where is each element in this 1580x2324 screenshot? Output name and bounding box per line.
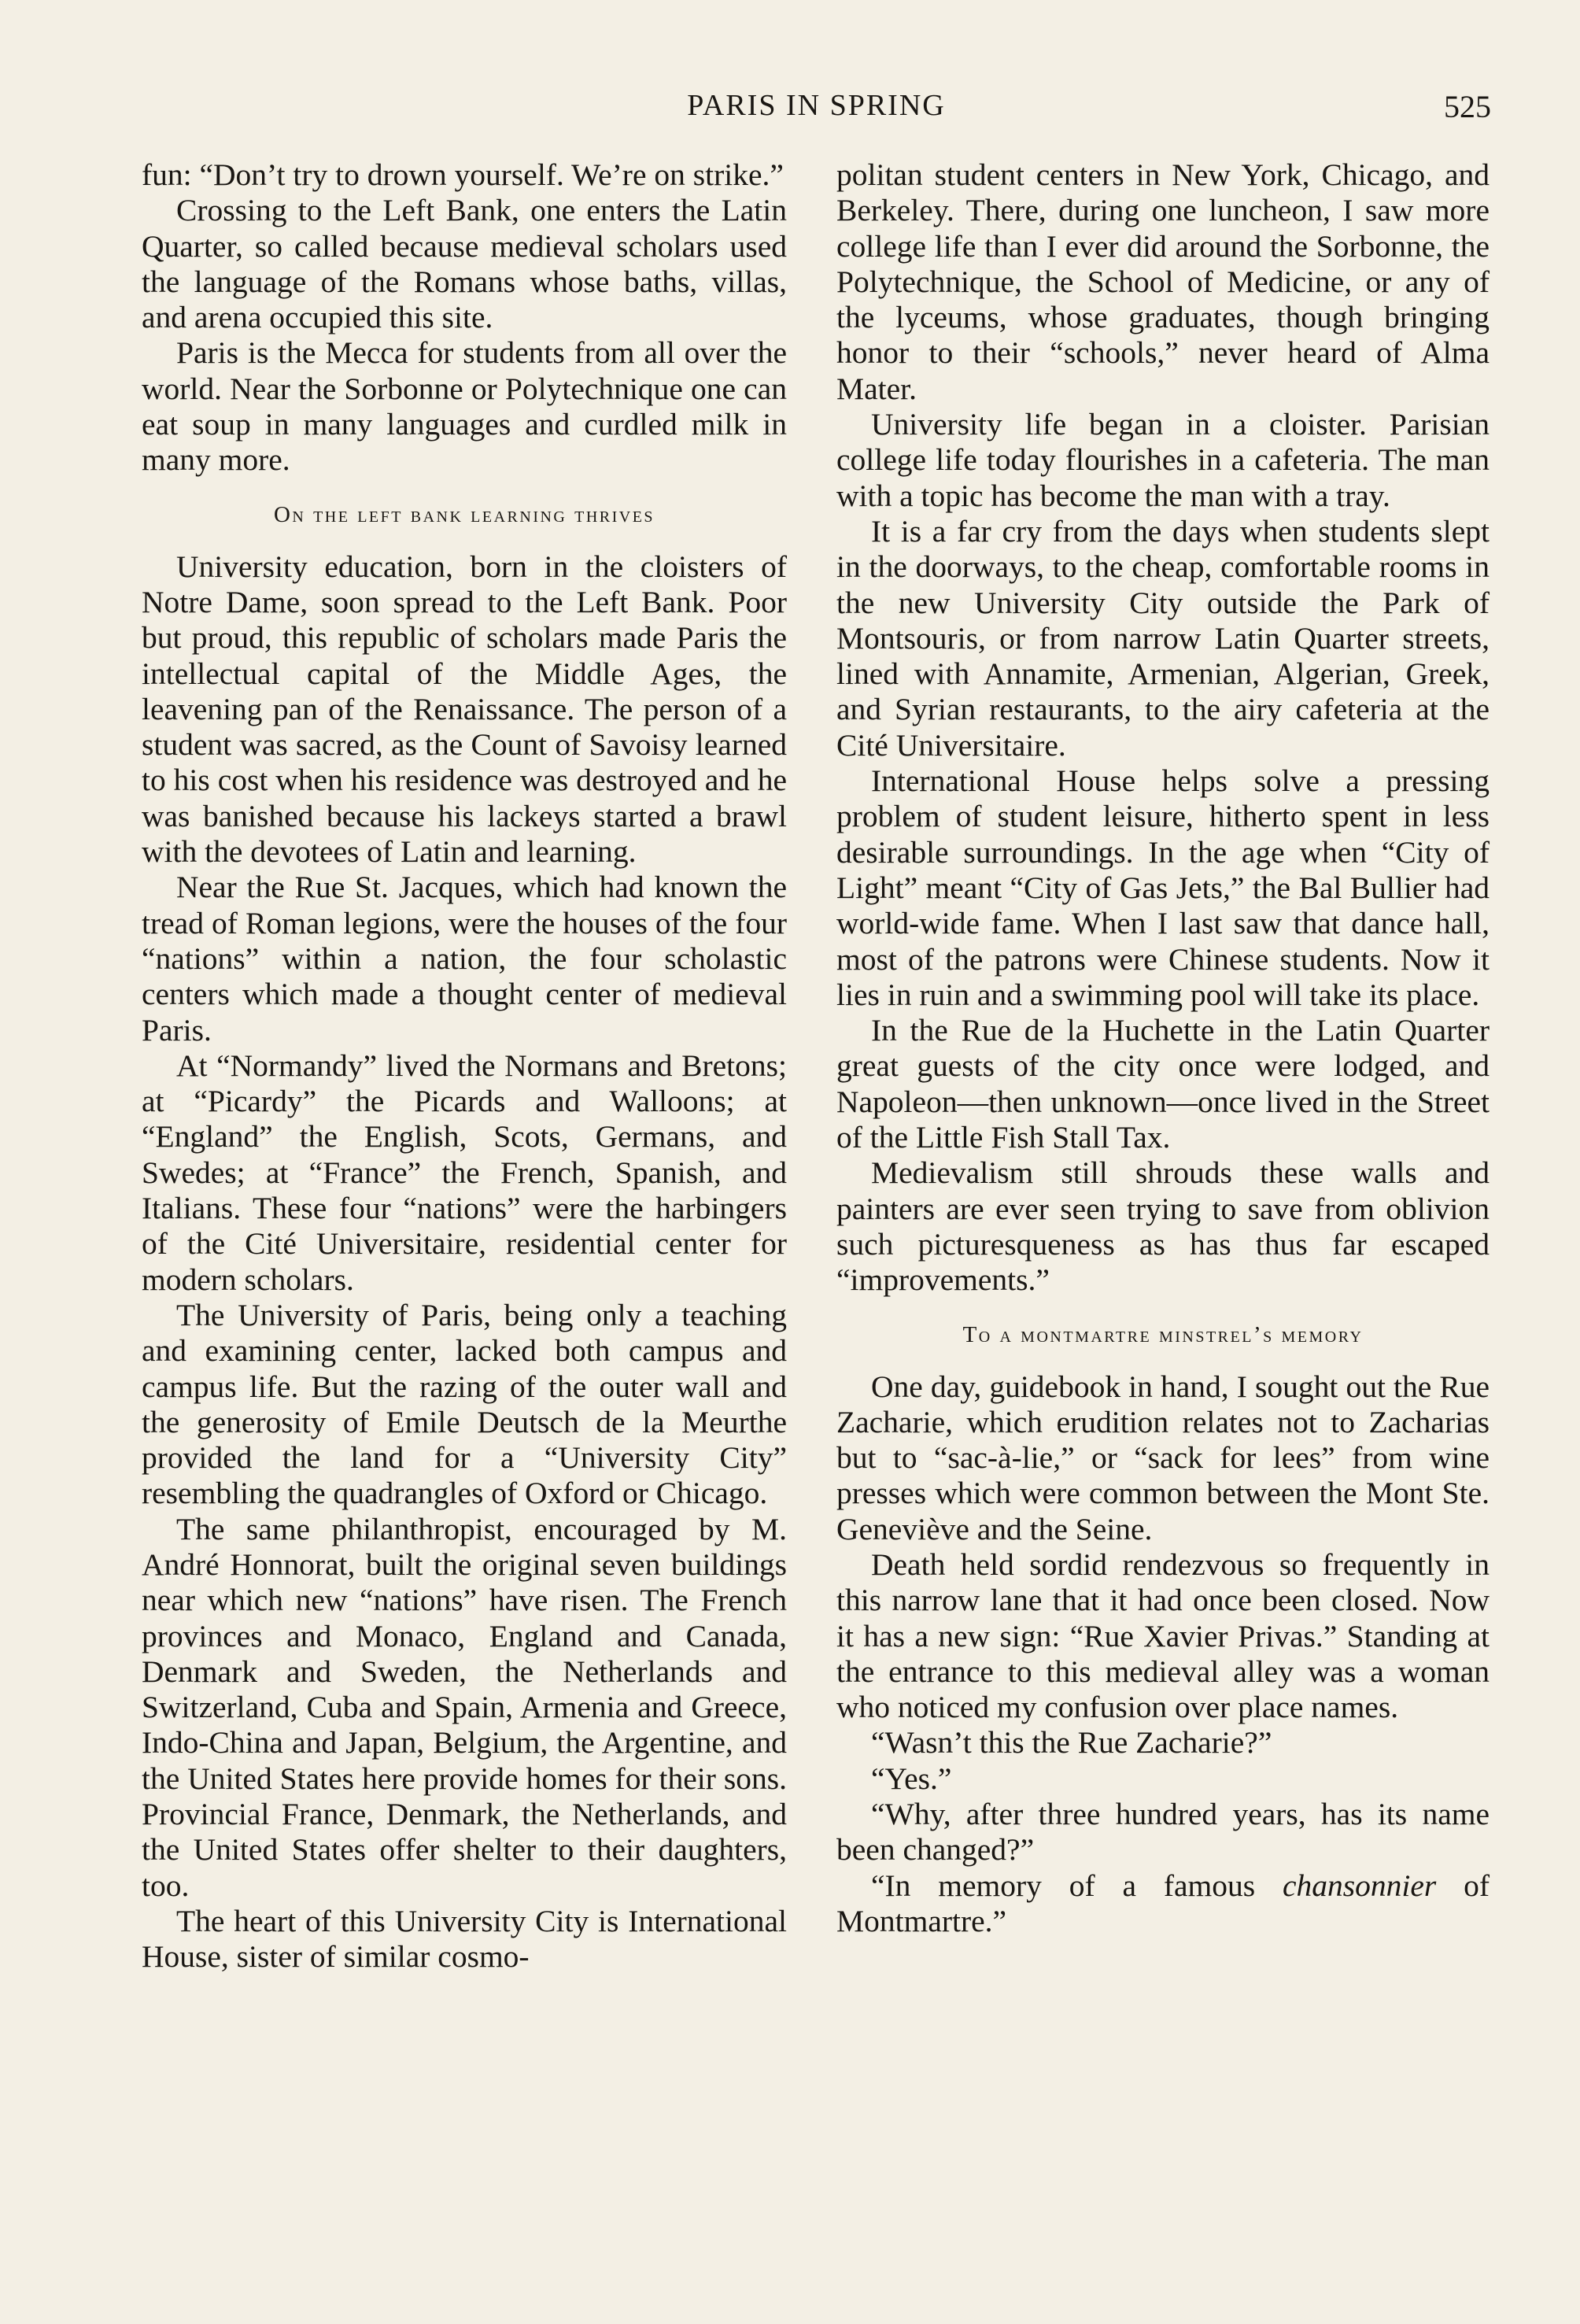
running-head: PARIS IN SPRING	[687, 89, 946, 122]
paragraph: Medievalism still shrouds these walls and painters are ever seen trying to save from oblivion such picturesqueness as has thus far escaped “improvements.”	[836, 1155, 1490, 1298]
left-column	[142, 157, 787, 1975]
paragraph: In the Rue de la Huchette in the Latin Quarter great guests of the city once were lodged, and Napoleon—then unknown—once lived in the Street of the Little Fish Stall Tax.	[836, 1013, 1490, 1155]
section-heading: On the left bank learning thrives	[273, 501, 655, 527]
paragraph: University education, born in the cloisters of Notre Dame, soon spread to the Left Bank. Poor but proud, this republic of scholars made Paris the intellectual capital of the Middle Ages, the leavening pan of the Renaissance. The person of a student was sacred, as the Count of Savoisy learned to his cost when his residence was destroyed and he was banished because his lackeys started a brawl with the devotees of Latin and learning.	[142, 549, 787, 870]
paragraph: Paris is the Mecca for students from all over the world. Near the Sorbonne or Polytechnique one can eat soup in many languages and curdled milk in many more.	[142, 335, 787, 478]
paragraph: Crossing to the Left Bank, one enters the Latin Quarter, so called because medieval scholars used the language of the Romans whose baths, villas, and arena occupied this site.	[142, 193, 787, 335]
paragraph: Near the Rue St. Jacques, which had known the tread of Roman legions, were the houses of the four “nations” within a nation, the four scholastic centers which made a thought center of medieval Paris.	[142, 870, 787, 1047]
paragraph: University life began in a cloister. Parisian college life today flourishes in a cafeteria. The man with a topic has become the man with a tray.	[836, 407, 1490, 513]
paragraph: politan student centers in New York, Chicago, and Berkeley. There, during one luncheon, I saw more college life than I ever did around the Sorbonne, the Polytechnique, the School of Medicine, or any of the lyceums, whose graduates, though bringing honor to their “schools,” never heard of Alma Mater.	[836, 157, 1490, 406]
page-number: 525	[1444, 89, 1491, 124]
paragraph: “Why, after three hundred years, has its name been changed?”	[836, 1797, 1490, 1868]
paragraph: The University of Paris, being only a teaching and examining center, lacked both campus and campus life. But the razing of the outer wall and the generosity of Emile Deutsch de la Meurthe provided the land for a “University City” resembling the quadrangles of Oxford or Chicago.	[142, 1297, 787, 1511]
paragraph: It is a far cry from the days when students slept in the doorways, to the cheap, comfortable rooms in the new University City outside the Park of Montsouris, or from narrow Latin Quarter streets, lined with Annamite, Armenian, Algerian, Greek, and Syrian restaurants, to the airy cafeteria at the Cité Universitaire.	[836, 513, 1490, 763]
paragraph: “Wasn’t this the Rue Zacharie?”	[871, 1725, 1272, 1761]
paragraph: International House helps solve a pressing problem of student leisure, hitherto spent in less desirable surroundings. In the age when “City of Light” meant “City of Gas Jets,” the Bal Bullier had world-wide fame. When I last saw that dance hall, most of the patrons were Chinese students. Now it lies in ruin and a swimming pool will take its place.	[836, 763, 1490, 1012]
paragraph	[836, 1868, 1490, 1940]
text-run: “In memory of a famous	[871, 1868, 1283, 1903]
paragraph: One day, guidebook in hand, I sought out the Rue Zacharie, which erudition relates not to Zacharias but to “sac-à-lie,” or “sack for lees” from wine presses which were common between the Mont Ste. Geneviève and the Seine.	[836, 1369, 1490, 1546]
text-run: of Montmartre.”	[836, 1868, 1490, 1938]
italic-term: chansonnier	[1282, 1868, 1437, 1903]
section-heading: To a montmartre minstrel’s memory	[962, 1321, 1364, 1347]
paragraph: fun: “Don’t try to drown yourself. We’re on strike.”	[142, 157, 784, 192]
paragraph: The same philanthropist, encouraged by M. André Honnorat, built the original seven buildings near which new “nations” have risen. The French provinces and Monaco, England and Canada, Denmark and Sweden, the Netherlands and Switzerland, Cuba and Spain, Armenia and Greece, Indo-China and Japan, Belgium, the Argentine, and the United States here provide homes for their sons. Provincial France, Denmark, the Netherlands, and the United States offer shelter to their daughters, too.	[142, 1511, 787, 1903]
right-column	[836, 157, 1490, 1939]
page-header	[142, 88, 1491, 135]
paragraph: The heart of this University City is International House, sister of similar cosmo-	[142, 1903, 787, 1975]
paragraph: “Yes.”	[871, 1761, 952, 1796]
paragraph: At “Normandy” lived the Normans and Bretons; at “Picardy” the Picards and Walloons; at “England” the English, Scots, Germans, and Swedes; at “France” the French, Spanish, and Italians. These four “nations” were the harbingers of the Cité Universitaire, residential center for modern scholars.	[142, 1047, 787, 1297]
paragraph: Death held sordid rendezvous so frequently in this narrow lane that it had once been closed. Now it has a new sign: “Rue Xavier Privas.” Standing at the entrance to this medieval alley was a woman who noticed my confusion over place names.	[836, 1546, 1490, 1725]
